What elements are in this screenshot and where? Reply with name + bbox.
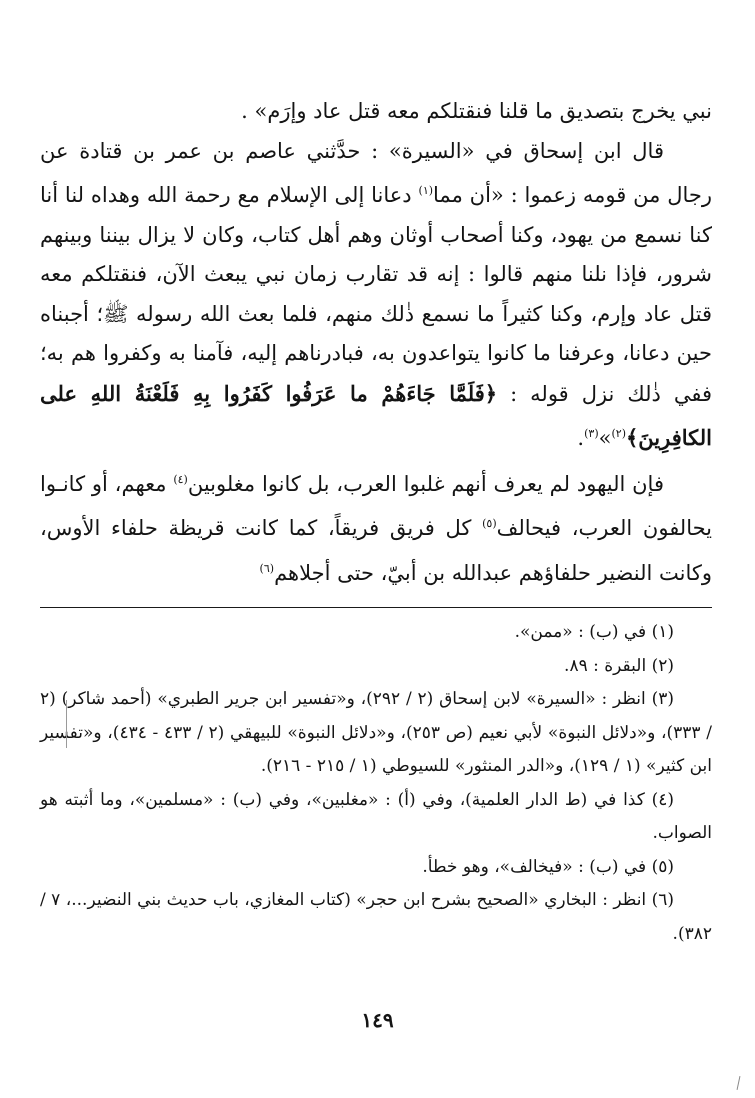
footnote-1: (١) في (ب) : «ممن». [514,622,674,642]
footnotes [40,616,712,951]
footnote-4: (٤) كذا في (ط الدار العلمية)، وفي (أ) : «مغلبين»، وفي (ب) : «مسلمين»، وما أثبته هو الصواب. [40,789,712,843]
text-run: كل فريق فريقاً، كما كانت قريظة حلفاء الأوس، وكانت النضير حلفاؤهم عبدالله بن أبيّ، حتى أجلاهم [40,516,712,585]
footnote-separator [40,607,712,608]
text-run: » [598,426,612,450]
text-run: معهم، أو كانـوا يحالفون العرب، فيحالف [40,471,713,540]
footnote-ref: (١) [418,184,434,197]
footnote-ref: (٦) [259,561,275,575]
footnote-6: (٦) انظر : البخاري «الصحيح بشرح ابن حجر» (كتاب المغازي، باب حديث بني النضير...، ٧ / ٣٨٢). [40,890,712,944]
paragraph [40,92,712,132]
footnote-5: (٥) في (ب) : «فيخالف»، وهو خطأ. [422,856,674,877]
margin-pencil-mark [66,700,67,748]
text-run: دعانا إلى الإسلام مع رحمة الله وهداه لنا أنا كنا نسمع من يهود، وكنا أصحاب أوثان وهم أهل كتاب، وكان لا يزال بيننا وبينهم شرور، فإذا نلنا منهم قالوا : إنه قد تقارب زمان نبي يبعث الآن، فنقتلكم معه قتل عاد وإرم، وكنا كثيراً ما نسمع ذٰلك منهم، فلما بعث الله رسوله ﷺ؛ أجبناه حين دعانا، وعرفنا ما كانوا يتواعدون به، فبادرناهم إليه، فآمنا به وكفروا هم به؛ ففي ذٰلك نزل قوله : [40,183,713,406]
corner-pencil-mark [737,1076,741,1090]
footnote-3: (٣) انظر : «السيرة» لابن إسحاق (٢ / ٢٩٢)، و«تفسير ابن جرير الطبري» (أحمد شاكر) (٢ / ٣٣٣)، و«دلائل النبوة» لأبي نعيم (ص ٢٥٣)، و«دلائل النبوة» للبيهقي (٢ / ٤٣٣ - ٤٣٤)، و«تفسير ابن كثير» (١ / ١٢٩)، و«الدر المنثور» للسيوطي (١ / ٢١٥ - ٢١٦). [40,689,712,776]
text-run: نبي يخرج بتصديق ما قلنا فنقتلكم معه قتل عاد وإرَم» . [241,99,712,123]
paragraph [40,460,712,594]
text-run: فإن اليهود لم يعرف أنهم غلبوا العرب، بل كانوا مغلوبين [187,471,664,496]
footnote-ref: (٣) [584,427,599,440]
footnote-ref: (٢) [611,427,626,440]
page-number: ١٤٩ [361,1008,394,1032]
footnote-ref: (٤) [173,472,188,486]
main-text [40,92,712,593]
footnote-ref: (٥) [482,517,497,530]
footnote-2: (٢) البقرة : ٨٩. [564,655,674,676]
text-run: قال ابن إسحاق في «السيرة» : حدَّثني عاصم بن عمر بن قتادة عن رجال من قومه زعموا : «أن مما [40,138,712,207]
quran-quote: ﴿فَلَمَّا جَاءَهُمْ ما عَرَفُوا كَفَرُوا بِهِ فَلَعْنَةُ اللهِ على الكافِرِينَ﴾ [40,380,712,450]
paragraph [40,132,712,459]
text-run: . [577,426,585,450]
